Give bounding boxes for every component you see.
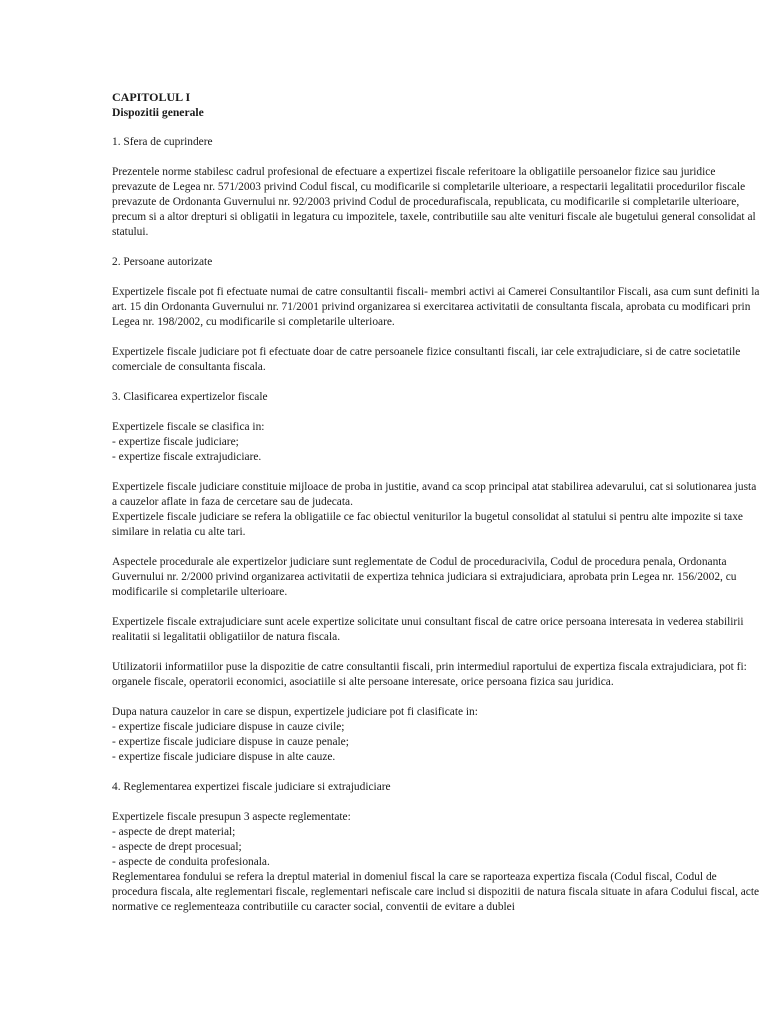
paragraph: Expertizele fiscale judiciare constituie mijloace de proba in justitie, avand ca scop principal atat stabilirea adevarului, cat si solutionarea justa a cauzelor aflate in faza de cercetare sau de judecata.	[112, 481, 757, 508]
list-item: - expertize fiscale judiciare dispuse in cauze penale;	[112, 735, 762, 750]
section-heading-2: 2. Persoane autorizate	[112, 256, 213, 268]
chapter-subtitle: Dispozitii generale	[112, 106, 204, 119]
list-intro: Dupa natura cauzelor in care se dispun, expertizele judiciare pot fi clasificate in:	[112, 706, 478, 718]
paragraph: Expertizele fiscale extrajudiciare sunt acele expertize solicitate unui consultant fiscal de catre orice persoana interesata in vederea stabilirii realitatii si legalitatii obligatiilor de natura fiscala.	[112, 616, 744, 643]
list-item: - aspecte de drept procesual;	[112, 840, 762, 855]
list-intro: Expertizele fiscale se clasifica in:	[112, 421, 265, 433]
cause-type-list	[112, 720, 762, 765]
paragraph: Expertizele fiscale pot fi efectuate numai de catre consultantii fiscali- membri activi ai Camerei Consultantilor Fiscali, asa cum sunt definiti la art. 15 din Ordonanta Guvernului nr. 71/2001 privind organizarea si exercitarea activitatii de consultanta fiscala, aprobata cu modificari prin Legea nr. 198/2002, cu modificarile si completarile ulterioare.	[112, 286, 760, 328]
list-item: - expertize fiscale judiciare dispuse in cauze civile;	[112, 720, 762, 735]
paragraph: Utilizatorii informatiilor puse la dispozitie de catre consultantii fiscali, prin intermediul raportului de expertiza fiscala extrajudiciara, pot fi: organele fiscale, operatorii economici, asociatiile si alte persoane interesate, orice persoana fizica sau juridica.	[112, 661, 747, 688]
list-item: - expertize fiscale judiciare;	[112, 435, 762, 450]
list-item: - expertize fiscale extrajudiciare.	[112, 450, 762, 465]
paragraph: Reglementarea fondului se refera la dreptul material in domeniul fiscal la care se raporteaza expertiza fiscala (Codul fiscal, Codul de procedura fiscala, alte reglementari fiscale, reglementari nefiscale care includ si dispozitii de natura fiscala situate in afara Codului fiscal, acte normative ce reglementeaza contributiile cu caracter social, conventii de evitare a dublei	[112, 871, 760, 913]
paragraph: Expertizele fiscale judiciare pot fi efectuate doar de catre persoanele fizice consultanti fiscali, iar cele extrajudiciare, si de catre societatile comerciale de consultanta fiscala.	[112, 346, 741, 373]
list-item: - expertize fiscale judiciare dispuse in alte cauze.	[112, 750, 762, 765]
section-heading-3: 3. Clasificarea expertizelor fiscale	[112, 391, 268, 403]
section-heading-4: 4. Reglementarea expertizei fiscale judiciare si extrajudiciare	[112, 781, 391, 793]
list-item: - aspecte de conduita profesionala.	[112, 855, 762, 870]
list-intro: Expertizele fiscale presupun 3 aspecte reglementate:	[112, 811, 351, 823]
section-heading-1: 1. Sfera de cuprindere	[112, 136, 213, 148]
paragraph: Aspectele procedurale ale expertizelor judiciare sunt reglementate de Codul de proceduracivila, Codul de procedura penala, Ordonanta Guvernului nr. 2/2000 privind organizarea activitatii de expertiza tehnica judiciara si extrajudiciara, aprobata prin Legea nr. 156/2002, cu modificarile si completarile ulterioare.	[112, 556, 737, 598]
list-item: - aspecte de drept material;	[112, 825, 762, 840]
chapter-title: CAPITOLUL I	[112, 90, 191, 104]
paragraph: Expertizele fiscale judiciare se refera la obligatiile ce fac obiectul veniturilor la bugetul consolidat al statului si pentru alte impozite si taxe similare in relatia cu alte tari.	[112, 511, 743, 538]
document-page	[112, 90, 762, 915]
classification-list	[112, 435, 762, 465]
paragraph: Prezentele norme stabilesc cadrul profesional de efectuare a expertizei fiscale referitoare la obligatiile persoanelor fizice sau juridice prevazute de Legea nr. 571/2003 privind Codul fiscal, cu modificarile si completarile ulterioare, a respectarii legalitatii procedurilor fiscale prevazute de Ordonanta Guvernului nr. 92/2003 privind Codul de procedurafiscala, republicata, cu modificarile si completarile ulterioare, precum si a altor drepturi si obligatii in legatura cu impozitele, taxele, contributiile sau alte venituri fiscale ale bugetului general consolidat al statului.	[112, 166, 756, 238]
regulated-aspects-list	[112, 825, 762, 870]
